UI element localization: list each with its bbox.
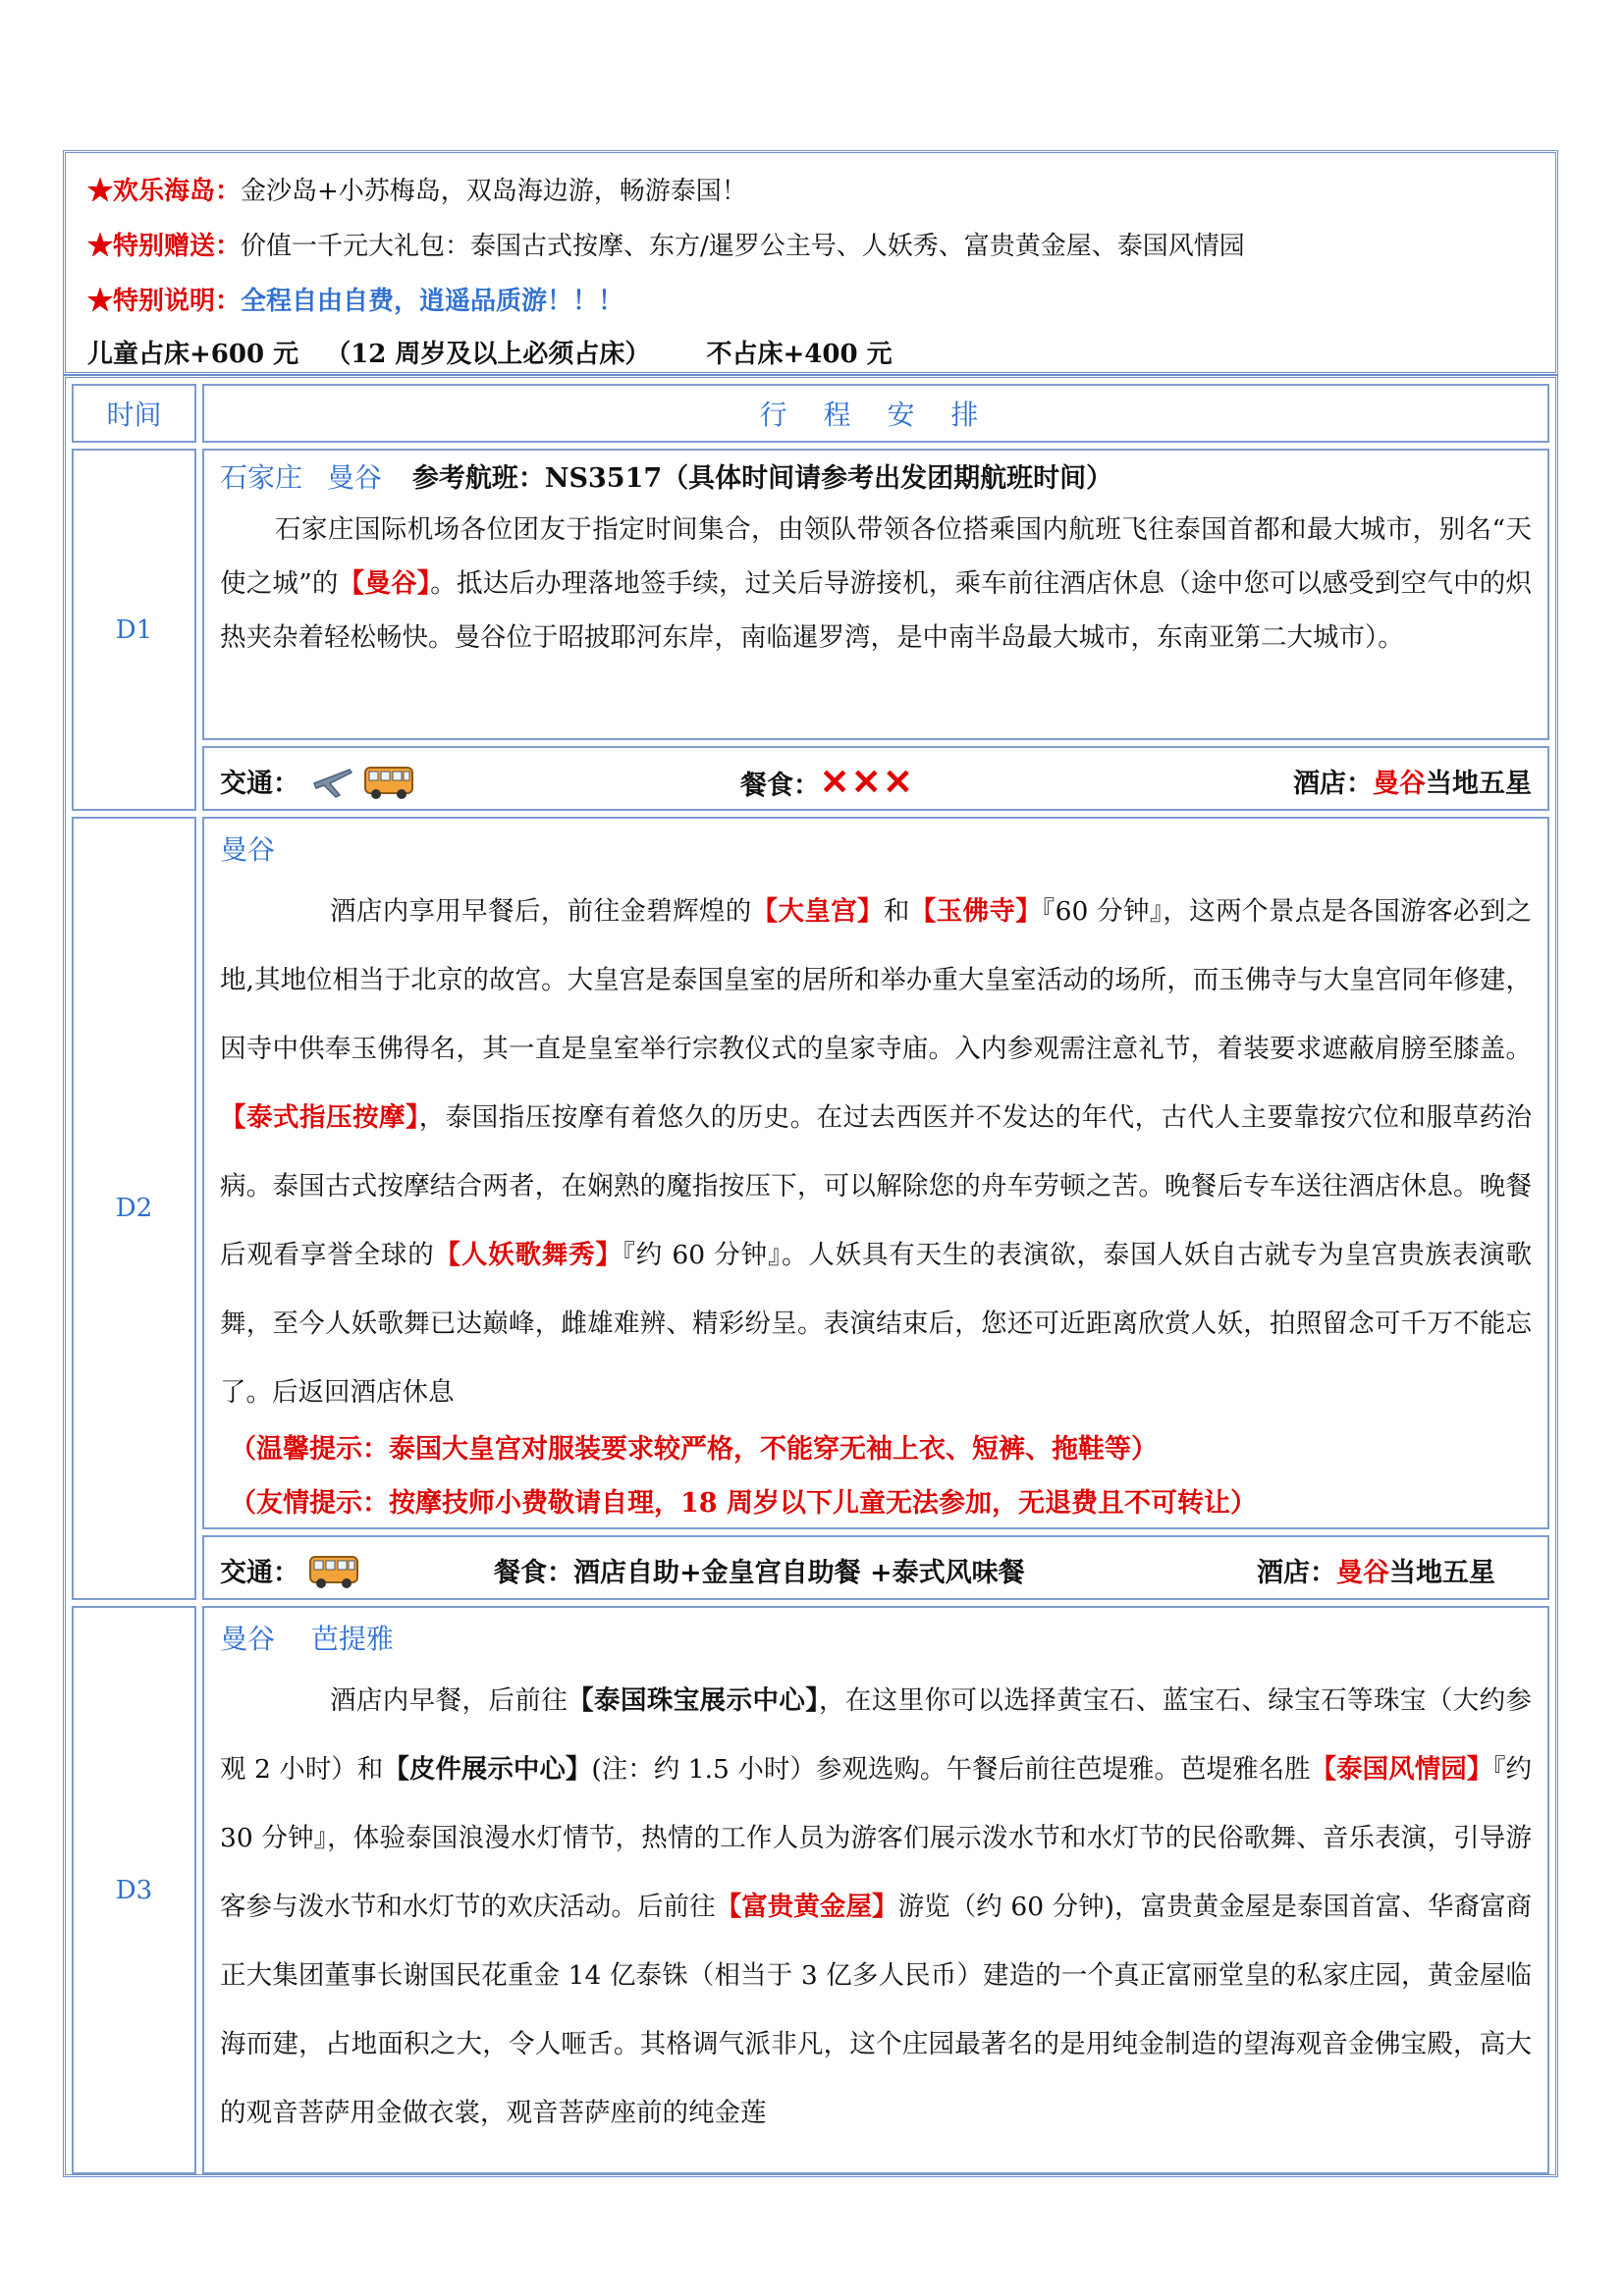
d2-hotel-city: 曼谷 xyxy=(1336,1558,1389,1588)
day-title-d1 xyxy=(220,458,1532,499)
no-bed-price: 不占床+400 元 xyxy=(706,340,893,369)
d2-highlight-grand-palace: 【大皇宫】 xyxy=(751,896,884,927)
d2-tip-dress-code: （温馨提示：泰国大皇宫对服装要求较严格，不能穿无袖上衣、短裤、拖鞋等） xyxy=(230,1434,1158,1465)
highlight-island xyxy=(87,175,747,208)
col-header-time xyxy=(72,384,196,443)
d2-tip-massage: （友情提示：按摩技师小费敬请自理，18 周岁以下儿童无法参加，无退费且不可转让） xyxy=(230,1488,1257,1519)
d2-text-2: 和 xyxy=(883,896,910,927)
itinerary-table xyxy=(63,375,1558,2177)
day-info-d2 xyxy=(202,1535,1549,1600)
d2-description xyxy=(220,878,1532,1427)
d1-hotel-grade: 当地五星 xyxy=(1426,769,1532,799)
day-content-d2 xyxy=(202,817,1549,1529)
day-title-d3 xyxy=(220,1620,1532,1659)
d2-text-3: 『60 分钟』，这两个景点是各国游客必到之地,其地位相当于北京的故宫。大皇宫是泰国皇室的居所和举办重大皇室活动的场所，而玉佛寺与大皇宫同年修建，因寺中供奉玉佛得名，其一直是皇室举行宗教仪式的皇家寺庙。入内参观需注意礼节，着装要求遮蔽肩膀至膝盖。 xyxy=(220,896,1533,1064)
intro-box xyxy=(63,150,1558,375)
bus-icon xyxy=(308,1551,359,1597)
d2-highlight-emerald-buddha: 【玉佛寺】 xyxy=(909,896,1043,927)
d1-highlight-bangkok: 【曼谷】 xyxy=(338,568,431,599)
d1-description xyxy=(220,503,1532,665)
day-cell-d2 xyxy=(72,817,196,1600)
day-info-d1 xyxy=(202,746,1549,811)
highlight-note xyxy=(87,285,623,318)
d3-highlight-golden-house: 【富贵黄金屋】 xyxy=(715,1892,898,1922)
day-title-d2: 曼谷 xyxy=(220,833,276,866)
day-label-d1: D1 xyxy=(115,614,153,645)
d3-text-3: (注：约 1.5 小时）参观选购。午餐后前往芭堤雅。芭堤雅名胜 xyxy=(591,1754,1311,1785)
d3-description xyxy=(220,1667,1532,2148)
bus-icon xyxy=(363,762,414,808)
d3-highlight-thai-village: 【泰国风情园】 xyxy=(1310,1754,1493,1785)
d3-text-2: ，在这里你可以选择黄宝石、蓝宝石、绿宝石等珠宝（大约参观 2 小时）和 xyxy=(220,1685,1533,1785)
day-cell-d3 xyxy=(72,1606,196,2174)
d1-flight: 参考航班：NS3517（具体时间请参考出发团期航班时间） xyxy=(411,463,1113,494)
d2-highlight-massage: 【泰式指压按摩】 xyxy=(220,1102,419,1133)
col-header-time-label: 时间 xyxy=(106,399,162,431)
d2-meal xyxy=(494,1551,1025,1589)
highlight-note-text: 全程自由自费，逍遥品质游！！！ xyxy=(241,287,624,316)
d3-text-4: 『约 30 分钟』，体验泰国浪漫水灯情节，热情的工作人员为游客们展示泼水节和水灯节的民俗歌舞、音乐表演，引导游客参与泼水节和水灯节的欢庆活动。后前往 xyxy=(220,1754,1533,1922)
d1-hotel xyxy=(1293,762,1532,800)
highlight-gift xyxy=(87,230,1245,263)
d1-hotel-label: 酒店： xyxy=(1293,769,1373,799)
d2-transport xyxy=(220,1551,359,1597)
d2-meal-value: 酒店自助+金皇宫自助餐 +泰式风味餐 xyxy=(573,1558,1025,1588)
day-content-d3 xyxy=(202,1606,1549,2174)
d2-hotel-grade: 当地五星 xyxy=(1389,1558,1495,1588)
d2-highlight-show: 【人妖歌舞秀】 xyxy=(434,1240,623,1270)
d1-transport-label: 交通： xyxy=(220,769,299,799)
d1-transport xyxy=(220,762,414,808)
d2-transport-label: 交通： xyxy=(220,1558,299,1588)
highlight-note-label: ★特别说明： xyxy=(87,287,242,316)
day-cell-d1 xyxy=(72,449,196,811)
d2-hotel-label: 酒店： xyxy=(1257,1558,1336,1588)
plane-icon xyxy=(310,762,353,808)
highlight-gift-label: ★特别赠送： xyxy=(87,232,242,261)
d1-meal-label: 餐食： xyxy=(740,771,820,801)
d2-meal-label: 餐食： xyxy=(494,1558,573,1588)
child-bed-price: 儿童占床+600 元 xyxy=(87,340,299,369)
col-header-schedule-label: 行 程 安 排 xyxy=(759,399,993,431)
d2-text-5: 『约 60 分钟』。人妖具有天生的表演欲，泰国人妖自古就专为皇宫贵族表演歌舞，至今人妖歌舞已达巅峰，雌雄难辨、精彩纷呈。表演结束后，您还可近距离欣赏人妖，拍照留念可千万不能忘了。后返回酒店休息 xyxy=(220,1240,1533,1408)
day-content-d1 xyxy=(202,449,1549,740)
col-header-schedule xyxy=(202,384,1549,443)
d1-meal xyxy=(740,762,915,803)
d1-destination: 曼谷 xyxy=(326,461,382,494)
d1-meal-none: ✕✕✕ xyxy=(820,762,915,803)
d1-hotel-city: 曼谷 xyxy=(1373,769,1426,799)
d3-text-1: 酒店内早餐，后前往 xyxy=(330,1685,568,1716)
child-price xyxy=(87,338,893,371)
d1-text-1: 石家庄国际机场各位团友于指定时间集合，由领队带领各位搭乘国内航班飞往泰国首都和最大城市，别名“天使之城”的 xyxy=(220,514,1532,599)
d3-highlight-leather: 【皮件展示中心】 xyxy=(383,1754,592,1785)
d3-destination: 芭提雅 xyxy=(310,1623,394,1655)
d2-hotel xyxy=(1257,1551,1495,1589)
d2-text-4: ，泰国指压按摩有着悠久的历史。在过去西医并不发达的年代，古代人主要靠按穴位和服草药治病。泰国古式按摩结合两者，在娴熟的魔指按压下，可以解除您的舟车劳顿之苦。晚餐后专车送往酒店休息。晚餐后观看享誉全球的 xyxy=(220,1102,1533,1270)
highlight-island-text: 金沙岛+小苏梅岛，双岛海边游，畅游泰国！ xyxy=(241,177,747,206)
d2-text-1: 酒店内享用早餐后，前往金碧辉煌的 xyxy=(330,896,752,927)
day-label-d2: D2 xyxy=(115,1194,153,1223)
d1-origin: 石家庄 xyxy=(220,461,303,494)
highlight-island-label: ★欢乐海岛： xyxy=(87,177,242,206)
d3-text-5: 游览（约 60 分钟)，富贵黄金屋是泰国首富、华裔富商正大集团董事长谢国民花重金 14 亿泰铢（相当于 3 亿多人民币）建造的一个真正富丽堂皇的私家庄园，黄金屋临海而建，占地面积之大，令人咂舌。其格调气派非凡，这个庄园最著名的是用纯金制造的望海观音金佛宝殿，高大的观音菩萨用金做衣裳，观音菩萨座前的纯金莲 xyxy=(220,1892,1533,2128)
d1-text-2: 。抵达后办理落地签手续，过关后导游接机，乘车前往酒店休息（途中您可以感受到空气中的炽热夹杂着轻松畅快。曼谷位于昭披耶河东岸，南临暹罗湾，是中南半岛最大城市，东南亚第二大城市）。 xyxy=(220,568,1532,653)
day-label-d3: D3 xyxy=(115,1875,153,1905)
d3-highlight-jewelry: 【泰国珠宝展示中心】 xyxy=(568,1685,819,1716)
child-bed-note: （12 周岁及以上必须占床） xyxy=(325,340,651,369)
highlight-gift-text: 价值一千元大礼包：泰国古式按摩、东方/暹罗公主号、人妖秀、富贵黄金屋、泰国风情园 xyxy=(241,232,1245,261)
d3-origin: 曼谷 xyxy=(220,1623,276,1655)
